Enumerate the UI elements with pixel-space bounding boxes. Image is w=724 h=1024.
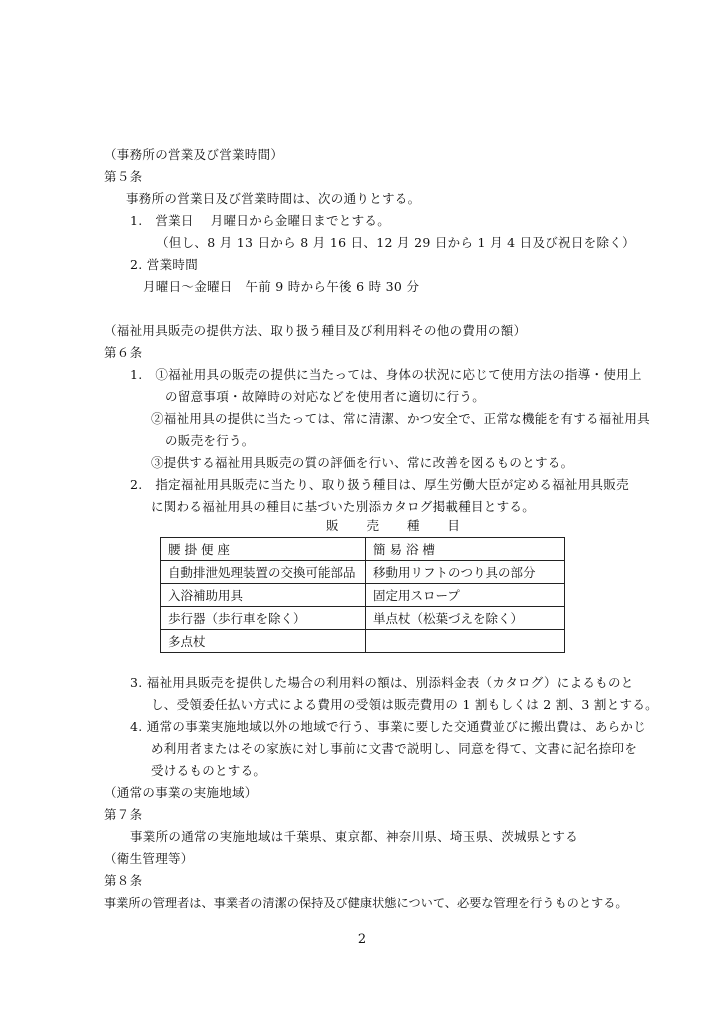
article-6-item-1-line-5: ③提供する福祉用具販売の質の評価を行い、常に改善を図るものとする。 xyxy=(151,455,574,470)
table-cell: 簡 易 浴 槽 xyxy=(366,538,565,561)
table-cell: 多点杖 xyxy=(161,630,366,653)
table-row xyxy=(161,538,565,561)
table-cell: 移動用リフトのつり具の部分 xyxy=(366,561,565,584)
article-5-item-1: 1. 営業日 月曜日から金曜日までとする。 xyxy=(130,213,391,228)
table-row xyxy=(161,630,565,653)
article-5-item-1-note: （但し、8 月 13 日から 8 月 16 日、12 月 29 日から 1 月 4 日及び祝日を除く） xyxy=(156,235,635,250)
article-6-item-2-line-2: に関わる福祉用具の種目に基づいた別添カタログ掲載種目とする。 xyxy=(151,499,536,514)
table-cell: 自動排泄処理装置の交換可能部品 xyxy=(161,561,366,584)
table-cell: 単点杖（松葉づえを除く） xyxy=(366,607,565,630)
article-8-heading: （衛生管理等） xyxy=(104,851,194,866)
article-5-heading: （事務所の営業及び営業時間） xyxy=(104,147,284,162)
sales-items-table xyxy=(160,537,565,653)
article-5-label: 第５条 xyxy=(104,169,143,184)
article-5-item-2-detail: 月曜日～金曜日 午前 9 時から午後 6 時 30 分 xyxy=(143,279,420,294)
table-cell: 腰 掛 便 座 xyxy=(161,538,366,561)
table-cell: 入浴補助用具 xyxy=(161,584,366,607)
table-cell: 歩行器（歩行車を除く） xyxy=(161,607,366,630)
article-8-body: 事業所の管理者は、事業者の清潔の保持及び健康状態について、必要な管理を行うものとする。 xyxy=(104,896,628,910)
article-7-heading: （通常の事業の実施地域） xyxy=(104,785,258,800)
article-6-item-3-line-1: 3. 福祉用具販売を提供した場合の利用料の額は、別添料金表（カタログ）によるものと xyxy=(130,675,634,690)
page-number: 2 xyxy=(357,932,367,947)
table-cell: 固定用スロープ xyxy=(366,584,565,607)
article-7-body: 事業所の通常の実施地域は千葉県、東京都、神奈川県、埼玉県、茨城県とする xyxy=(130,829,579,844)
article-6-label: 第６条 xyxy=(104,345,143,360)
article-6-item-4-line-1: 4. 通常の事業実施地域以外の地域で行う、事業に要した交通費並びに搬出費は、あらかじ xyxy=(130,719,647,734)
article-6-item-4-line-3: 受けるものとする。 xyxy=(151,763,267,778)
sales-items-table-caption: 販 売 種 目 xyxy=(326,518,472,533)
article-6-heading: （福祉用具販売の提供方法、取り扱う種目及び利用料その他の費用の額） xyxy=(104,323,527,338)
article-6-item-1-line-2: の留意事項・故障時の対応などを使用者に適切に行う。 xyxy=(165,389,486,404)
article-6-item-3-line-2: し、受領委任払い方式による費用の受領は販売費用の 1 割もしくは 2 割、3 割とする。 xyxy=(151,697,658,712)
table-cell xyxy=(366,630,565,653)
table-row xyxy=(161,561,565,584)
article-5-item-2: 2. 営業時間 xyxy=(130,257,198,272)
article-6-item-4-line-2: め利用者またはその家族に対し事前に文書で説明し、同意を得て、文書に記名捺印を xyxy=(151,741,638,756)
table-row xyxy=(161,584,565,607)
article-5-intro: 事務所の営業日及び営業時間は、次の通りとする。 xyxy=(126,191,421,206)
article-6-item-2-line-1: 2. 指定福祉用具販売に当たり、取り扱う種目は、厚生労働大臣が定める福祉用具販売 xyxy=(130,477,629,492)
table-row xyxy=(161,607,565,630)
article-6-item-1-line-3: ②福祉用具の提供に当たっては、常に清潔、かつ安全で、正常な機能を有する福祉用具 xyxy=(151,411,650,426)
article-7-label: 第７条 xyxy=(104,807,143,822)
article-8-label: 第８条 xyxy=(104,873,143,888)
article-6-item-1-line-4: の販売を行う。 xyxy=(165,433,255,448)
article-6-item-1-line-1: 1. ①福祉用具の販売の提供に当たっては、身体の状況に応じて使用方法の指導・使用上 xyxy=(130,367,642,382)
